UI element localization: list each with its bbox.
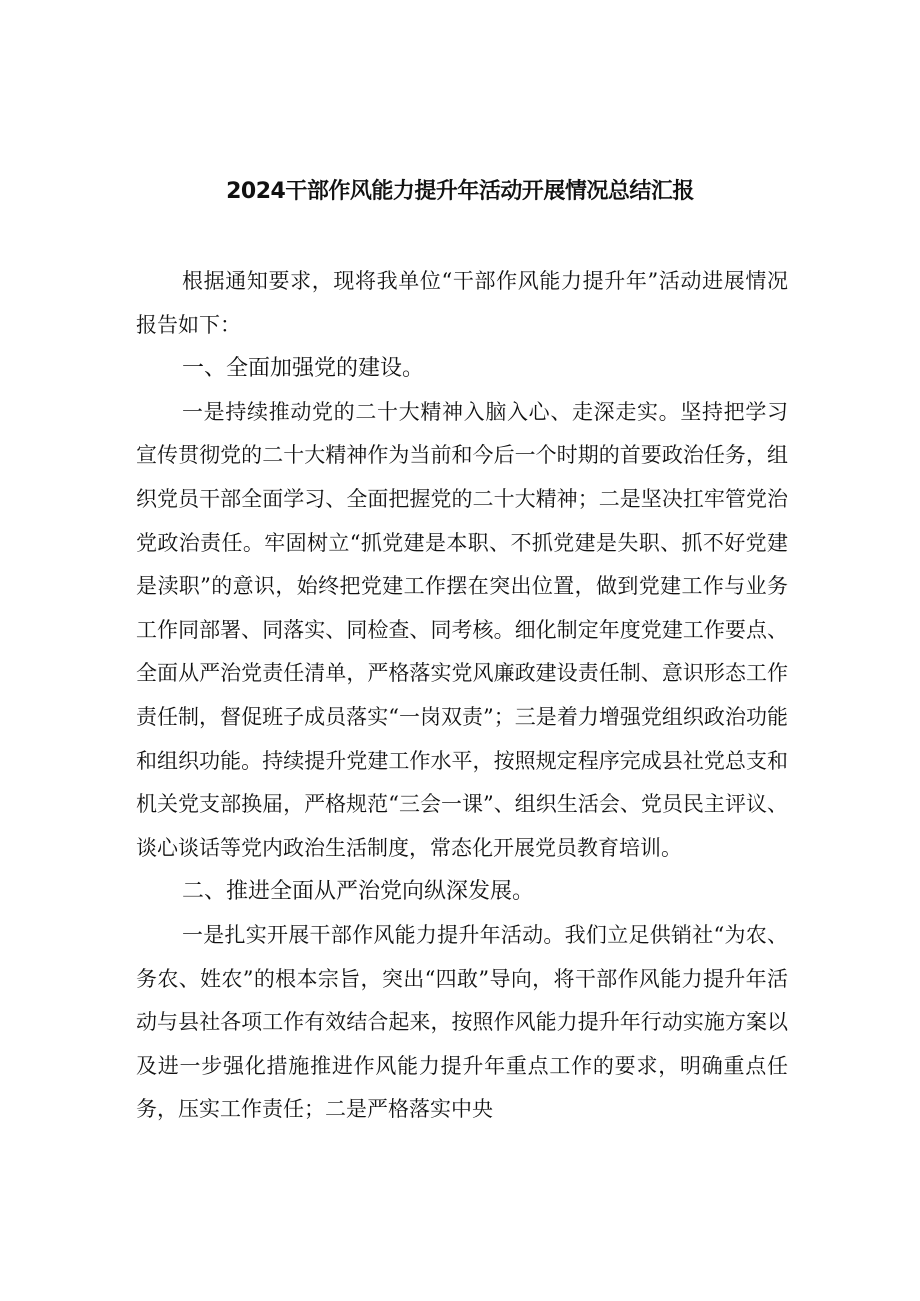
intro-paragraph: 根据通知要求，现将我单位“干部作风能力提升年”活动进展情况报告如下： [136,269,788,337]
section-paragraph-1: 一是持续推动党的二十大精神入脑入心、走深走实。坚持把学习宣传贯彻党的二十大精神作为当前和今后一个时期的首要政治任务，组织党员干部全面学习、全面把握党的二十大精神；二是坚决扛牢管党治党政治责任。牢固树立“抓党建是本职、不抓党建是失职、抓不好党建是渎职”的意识，始终把党建工作摆在突出位置，做到党建工作与业务工作同部署、同落实、同检查、同考核。细化制定年度党建工作要点、全面从严治党责任清单，严格落实党风廉政建设责任制、意识形态工作责任制，督促班子成员落实“一岗双责”；三是着力增强党组织政治功能和组织功能。持续提升党建工作水平，按照规定程序完成县社党总支和机关党支部换届，严格规范“三会一课”、组织生活会、党员民主评议、谈心谈话等党内政治生活制度，常态化开展党员教育培训。 [136,399,788,860]
document-body [136,260,788,1132]
section-heading-2: 二、推进全面从严治党向纵深发展。 [182,879,535,905]
document-title: 2024干部作风能力提升年活动开展情况总结汇报 [226,179,694,204]
section-heading-1: 一、全面加强党的建设。 [182,356,425,382]
section-paragraph-2: 一是扎实开展干部作风能力提升年活动。我们立足供销社“为农、务农、姓农”的根本宗旨，突出“四敢”导向，将干部作风能力提升年活动与县社各项工作有效结合起来，按照作风能力提升年行动实施方案以及进一步强化措施推进作风能力提升年重点工作的要求，明确重点任务，压实工作责任；二是严格落实中央 [136,922,788,1122]
